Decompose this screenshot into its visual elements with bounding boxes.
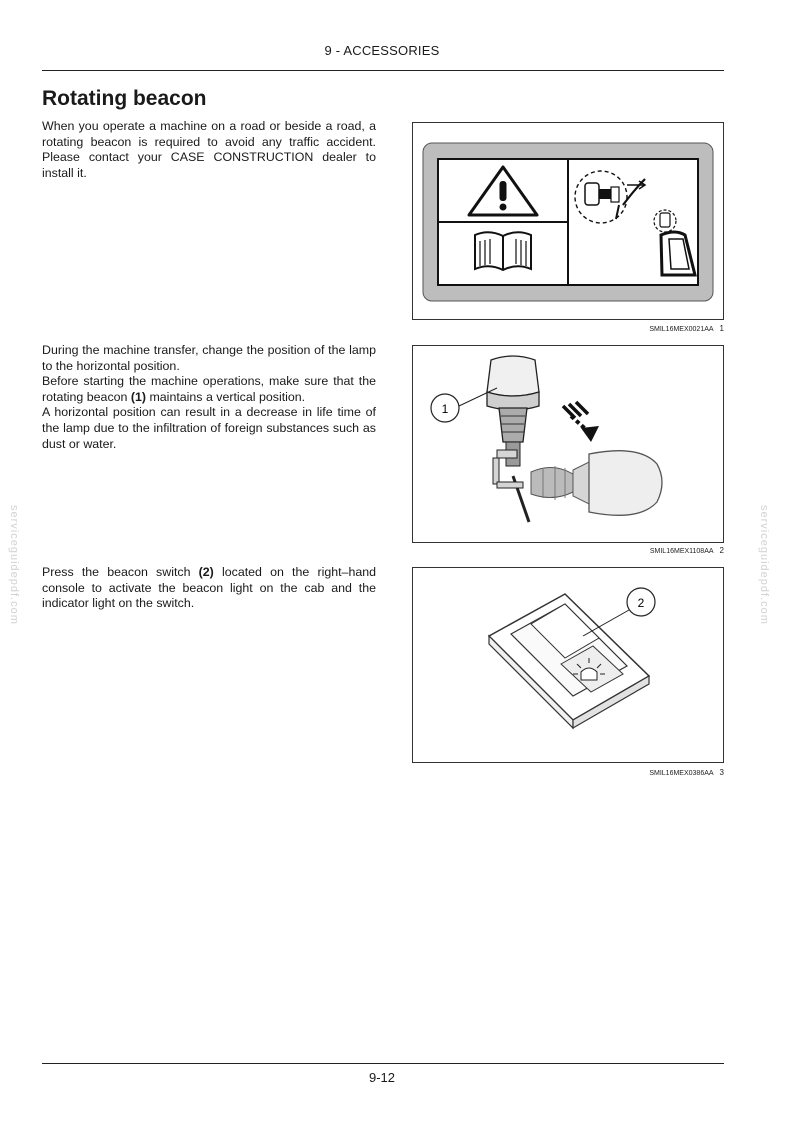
figure-beacon-position	[412, 345, 724, 543]
paragraph-transfer	[42, 343, 376, 452]
figure-1-number: 1	[719, 324, 724, 333]
paragraph-switch-b: located on the right–hand console to activate the beacon light on the cab and the indicator light on the switch.	[42, 565, 377, 611]
beacon-switch	[489, 594, 649, 728]
rotating-beacon-horizontal	[531, 451, 662, 516]
figure-2-caption	[560, 546, 724, 555]
figure-2-number: 2	[719, 546, 724, 555]
reference-1: (1)	[130, 389, 147, 404]
callout-2-label: 2	[637, 596, 645, 610]
paragraph-transfer-line3: A horizontal position can result in a decrease in life time of the lamp due to the infiltration of foreign substances such as dust or water.	[42, 405, 376, 451]
callout-1-label: 1	[441, 402, 449, 416]
figure-2-code: SMIL16MEX1108AA	[649, 548, 714, 555]
figure-1-caption	[560, 324, 724, 333]
watermark-right: serviceguidepdf.com	[758, 505, 770, 625]
paragraph-switch-a: Press the beacon switch	[42, 565, 199, 579]
reference-2: (2)	[198, 565, 214, 579]
figure-3-code: SMIL16MEX0386AA	[649, 770, 714, 777]
page-number: 9-12	[368, 1070, 396, 1085]
beacon-position-illustration	[413, 346, 723, 542]
figure-3-caption	[560, 768, 724, 777]
paragraph-transfer-line2b: maintains a vertical position.	[146, 389, 306, 404]
beacon-switch-illustration	[413, 568, 723, 762]
page-title: Rotating beacon	[42, 87, 207, 110]
paragraph-transfer-line2a: Before starting the machine operations, make sure that the rotating beacon	[42, 374, 376, 404]
header-rule	[42, 70, 724, 71]
paragraph-switch	[42, 565, 376, 612]
paragraph-transfer-line1: During the machine transfer, change the position of the lamp to the horizontal position.	[42, 343, 376, 373]
safety-label-illustration	[413, 123, 723, 319]
direction-arrow-icon	[563, 402, 599, 442]
figure-safety-label	[412, 122, 724, 320]
header-section-title: 9 - ACCESSORIES	[324, 43, 440, 58]
footer-rule	[42, 1063, 724, 1064]
figure-1-code: SMIL16MEX0021AA	[649, 326, 714, 333]
figure-3-number: 3	[719, 768, 724, 777]
figure-beacon-switch	[412, 567, 724, 763]
manual-book-icon	[475, 232, 531, 270]
paragraph-installation: When you operate a machine on a road or beside a road, a rotating beacon is required to avoid any traffic accident. Please contact your CASE CONSTRUCTION dealer to install it.	[42, 119, 376, 180]
rotating-beacon-vertical	[487, 356, 539, 522]
watermark-left: serviceguidepdf.com	[8, 505, 20, 625]
